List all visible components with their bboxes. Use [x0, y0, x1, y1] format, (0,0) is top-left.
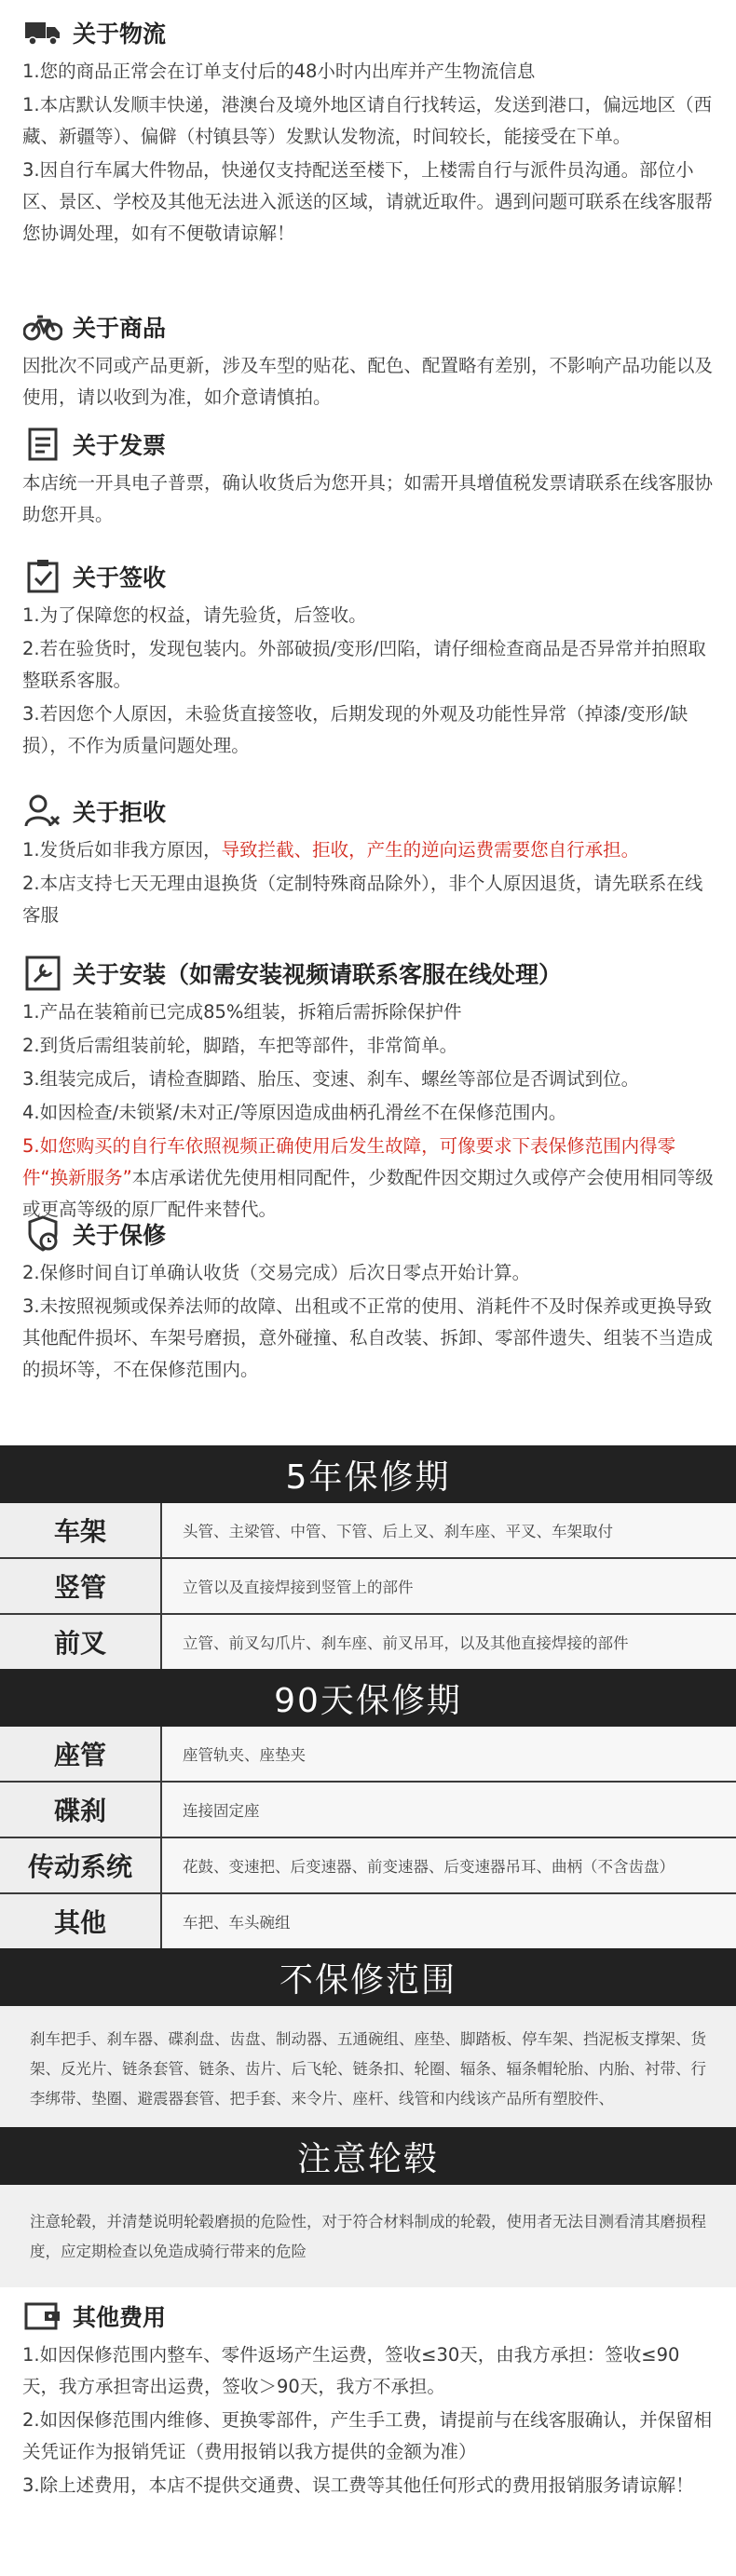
table-row	[0, 1727, 736, 1783]
other-fees-line-3: 3.除上述费用，本店不提供交通费、误工费等其他任何形式的费用报销服务请谅解！	[22, 2474, 694, 2496]
sign-title: 关于签收	[73, 564, 167, 591]
row-name: 其他	[0, 1894, 162, 1948]
logistics-title: 关于物流	[73, 20, 167, 47]
invoice-title: 关于发票	[73, 432, 167, 459]
warranty-section	[0, 1211, 736, 1388]
install-header	[22, 950, 714, 997]
other-fees-line-2: 2.如因保修范围内维修、更换零部件，产生手工费，请提前与在线客服确认，并保留相关凭证作为报销凭证（费用报销以我方提供的金额为准）	[22, 2409, 713, 2462]
row-name: 座管	[0, 1727, 162, 1781]
table-row	[0, 1783, 736, 1838]
table-row	[0, 1894, 736, 1948]
install-line-5-normal: 本店承诺优先使用相同配件，少数配件因交期过久或停产会使用相同等级或更高等级的原厂配件来替代。	[22, 1167, 714, 1220]
refuse-section	[0, 788, 736, 933]
logistics-line-1: 1.您的商品正常会在订单支付后的48小时内出库并产生物流信息	[22, 61, 536, 82]
row-name: 竖管	[0, 1559, 162, 1613]
banner-not-covered: 不保修范围	[0, 1948, 736, 2006]
row-name: 传动系统	[0, 1838, 162, 1892]
bicycle-icon	[22, 306, 63, 347]
row-parts: 座管轨夹、座垫夹	[183, 1746, 306, 1764]
row-parts: 车把、车头碗组	[183, 1914, 291, 1932]
row-parts: 立管、前叉勾爪片、刹车座、前叉吊耳，以及其他直接焊接的部件	[183, 1634, 629, 1652]
refuse-line-1-red: 导致拦截、拒收，产生的逆向运费需要您自行承担。	[221, 839, 640, 861]
sign-line-2: 2.若在验货时，发现包装内。外部破损/变形/凹陷，请仔细检查商品是否异常并拍照取整联系客服。	[22, 638, 706, 691]
refuse-line-1	[22, 834, 714, 866]
product-header	[22, 304, 714, 350]
refuse-line-1-normal: 1.发货后如非我方原因，	[22, 839, 222, 861]
other-fees-title: 其他费用	[73, 2304, 167, 2331]
sign-header	[22, 553, 714, 600]
table-row	[0, 1615, 736, 1669]
other-fees-section	[0, 2293, 736, 2503]
product-title: 关于商品	[73, 315, 167, 342]
banner-5-year: 5年保修期	[0, 1445, 736, 1503]
banner-hub-notice: 注意轮毂	[0, 2127, 736, 2185]
invoice-header	[22, 421, 714, 468]
sign-line-3: 3.若因您个人原因，未验货直接签收，后期发现的外观及功能性异常（掉漆/变形/缺损），不作为质量问题处理。	[22, 703, 688, 756]
row-name: 碟刹	[0, 1783, 162, 1837]
user-reject-icon	[22, 791, 63, 832]
row-parts: 立管以及直接焊接到竖管上的部件	[183, 1579, 414, 1596]
warranty-line-1: 2.保修时间自订单确认收货（交易完成）后次日零点开始计算。	[22, 1262, 531, 1283]
table-row	[0, 1838, 736, 1894]
install-line-4: 4.如因检查/未锁紧/未对正/等原因造成曲柄孔滑丝不在保修范围内。	[22, 1102, 567, 1123]
other-fees-header	[22, 2293, 736, 2339]
checklist-icon	[22, 556, 63, 597]
install-line-5-red: 5.如您购买的自行车依照视频正确使用后发生故障，可像要求下表保修范围内得零件“换新服务”	[22, 1135, 676, 1188]
not-covered-list: 刹车把手、刹车器、碟刹盘、齿盘、制动器、五通碗组、座垫、脚踏板、停车架、挡泥板支撑架、货架、反光片、链条套管、链条、齿片、后飞轮、链条扣、轮圈、辐条、辐条帽轮胎、内胎、衬带、行李绑带、垫圈、避震器套管、把手套、来令片、座杆、线管和内线该产品所有塑胶件、	[0, 2006, 736, 2127]
refuse-line-2: 2.本店支持七天无理由退换货（定制特殊商品除外），非个人原因退货，请先联系在线客服	[22, 873, 703, 926]
row-name: 前叉	[0, 1615, 162, 1669]
invoice-section	[0, 421, 736, 533]
document-icon	[22, 424, 63, 465]
install-line-1: 1.产品在装箱前已完成85%组装，拆箱后需拆除保护件	[22, 1001, 462, 1023]
shield-clock-icon	[22, 1213, 63, 1254]
truck-icon	[22, 12, 63, 53]
install-title: 关于安装（如需安装视频请联系客服在线处理）	[73, 961, 563, 988]
refuse-title: 关于拒收	[73, 799, 167, 826]
sign-section	[0, 553, 736, 764]
row-parts: 花鼓、变速把、后变速器、前变速器、后变速器吊耳、曲柄（不含齿盘）	[183, 1858, 675, 1876]
warranty-header	[22, 1211, 714, 1257]
logistics-line-2: 1.本店默认发顺丰快递，港澳台及境外地区请自行找转运，发送到港口，偏远地区（西藏、新疆等）、偏僻（村镇县等）发默认发物流，时间较长，能接受在下单。	[22, 94, 713, 147]
install-line-2: 2.到货后需组装前轮，脚踏，车把等部件，非常简单。	[22, 1035, 458, 1056]
other-fees-line-1: 1.如因保修范围内整车、零件返场产生运费，签收≤30天，由我方承担：签收≤90天，我方承担寄出运费，签收＞90天，我方不承担。	[22, 2344, 680, 2397]
warranty-title: 关于保修	[73, 1222, 167, 1249]
product-section	[0, 304, 736, 415]
hub-notice-text: 注意轮毂，并清楚说明轮毂磨损的危险性，对于符合材料制成的轮毂，使用者无法目测看清其磨损程度，应定期检查以免造成骑行带来的危险	[0, 2185, 736, 2287]
table-row	[0, 1503, 736, 1559]
install-section	[0, 950, 736, 1227]
warranty-line-2: 3.未按照视频或保养法师的故障、出租或不正常的使用、消耗件不及时保养或更换导致其他配件损坏、车架号磨损，意外碰撞、私自改装、拆卸、零部件遗失、组装不当造成的损坏等，不在保修范围内。	[22, 1295, 714, 1380]
install-line-3: 3.组装完成后，请检查脚踏、胎压、变速、刹车、螺丝等部位是否调试到位。	[22, 1068, 640, 1090]
product-line-1: 因批次不同或产品更新，涉及车型的贴花、配色、配置略有差别，不影响产品功能以及使用，请以收到为准，如介意请慎拍。	[22, 355, 714, 408]
warranty-table	[0, 1445, 736, 2287]
logistics-section	[0, 9, 736, 251]
refuse-header	[22, 788, 714, 834]
row-parts: 头管、主梁管、中管、下管、后上叉、刹车座、平叉、车架取付	[183, 1523, 613, 1540]
banner-90-day: 90天保修期	[0, 1669, 736, 1727]
logistics-header	[22, 9, 714, 56]
wrench-icon	[22, 953, 63, 994]
table-row	[0, 1559, 736, 1615]
row-name: 车架	[0, 1503, 162, 1557]
row-parts: 连接固定座	[183, 1802, 260, 1820]
sign-line-1: 1.为了保障您的权益，请先验货，后签收。	[22, 604, 367, 626]
invoice-line-1: 本店统一开具电子普票，确认收货后为您开具；如需开具增值税发票请联系在线客服协助您开具。	[22, 472, 714, 525]
logistics-line-3: 3.因自行车属大件物品，快递仅支持配送至楼下，上楼需自行与派件员沟通。部位小区、景区、学校及其他无法进入派送的区域，请就近取件。遇到问题可联系在线客服帮您协调处理，如有不便敬请谅解！	[22, 159, 714, 244]
wallet-icon	[22, 2296, 63, 2337]
